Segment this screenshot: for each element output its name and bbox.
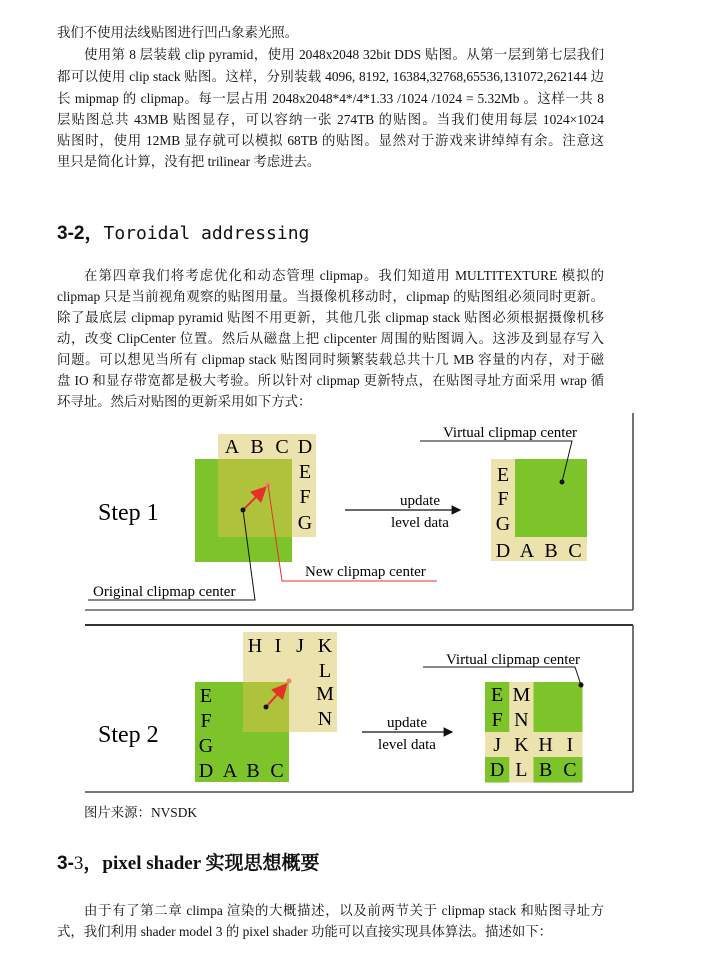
cell-label: B xyxy=(250,436,264,458)
result-grid xyxy=(485,682,583,783)
grid-cell xyxy=(534,707,559,733)
text-line: 使用第 8 层装载 clip pyramid，使用 2048x2048 32bit DDS 贴图。从第一层到第七层我们 xyxy=(84,47,604,62)
heading-title: pixel shader 实现思想概要 xyxy=(102,853,320,874)
text-line: 环寻址。然后对贴图的更新采用如下方式： xyxy=(57,394,312,409)
cell-label: D xyxy=(198,760,214,782)
cell-label: D xyxy=(495,540,511,562)
section-heading-3-3 xyxy=(57,848,320,875)
cell-label: K xyxy=(514,734,529,756)
heading-title: Toroidal addressing xyxy=(103,223,310,244)
virtual-center-label: Virtual clipmap center xyxy=(443,425,578,441)
cell-label: A xyxy=(519,540,535,562)
virtual-center-dot xyxy=(560,480,565,485)
cell-label: F xyxy=(299,486,311,508)
cell-label: J xyxy=(493,734,502,756)
text-line: 里只是简化计算，没有把 trilinear 考虑进去。 xyxy=(57,154,321,169)
heading-sep: ， xyxy=(84,223,104,244)
cell-label: B xyxy=(538,759,553,781)
cell-label: M xyxy=(316,683,334,705)
cell-label: M xyxy=(512,684,531,706)
heading-number: 3-2 xyxy=(57,223,85,244)
figure-caption: 图片来源：NVSDK xyxy=(84,805,198,820)
new-center-label: New clipmap center xyxy=(305,564,426,580)
level-data-label: level data xyxy=(378,737,436,753)
cell-label: C xyxy=(568,540,582,562)
cell-label: C xyxy=(275,436,289,458)
cell-label: L xyxy=(318,660,332,682)
cell-label: E xyxy=(496,464,510,486)
result-green-region xyxy=(515,459,587,537)
text-line: 由于有了第二章 climpa 渲染的大概描述，以及前两节关于 clipmap stack 和贴图寻址方 xyxy=(84,903,604,918)
cell-label: H xyxy=(538,734,553,756)
step-1-label: Step 1 xyxy=(98,500,159,526)
text-line: 长 mipmap 的 clipmap。每一层占用 2048x2048*4*/4*1.33 /1024 /1024 = 5.32Mb 。这样一共 8 xyxy=(57,91,604,106)
text-line: 式，我们利用 shader model 3 的 pixel shader 功能可以直接实现具体算法。描述如下： xyxy=(57,924,553,939)
text-line: 动，改变 ClipCenter 位置。然后从磁盘上把 clipcenter 周围的贴图调入。这涉及到显存写入 xyxy=(57,331,604,346)
cell-label: I xyxy=(566,734,574,756)
text-line: 层贴图总共 43MB 贴图显存，可以容纳一张 274TB 的贴图。当我们使用每层 1024×1024 xyxy=(57,112,604,127)
cell-label: F xyxy=(497,488,509,510)
cell-label: C xyxy=(270,760,284,782)
virtual-center-dot xyxy=(579,683,584,688)
cell-label: N xyxy=(514,709,529,731)
step-2-label: Step 2 xyxy=(98,722,159,748)
text-line: 在第四章我们将考虑优化和动态管理 clipmap。我们知道用 MULTITEXTURE 模拟的 xyxy=(84,268,604,283)
new-center-dot xyxy=(287,679,292,684)
cell-label: A xyxy=(224,436,240,458)
original-center-dot xyxy=(264,705,269,710)
cell-label: G xyxy=(198,735,214,757)
cell-label: D xyxy=(297,436,313,458)
update-label: update xyxy=(400,493,440,509)
cell-label: E xyxy=(199,685,213,707)
cell-label: F xyxy=(200,710,212,732)
grid-cell xyxy=(534,682,559,708)
cell-label: G xyxy=(495,513,511,535)
cell-label: K xyxy=(317,635,333,657)
cell-label: H xyxy=(247,635,263,657)
text-line: 我们不使用法线贴图进行凹凸象素光照。 xyxy=(57,25,299,40)
cell-label: D xyxy=(489,759,505,781)
cell-label: F xyxy=(491,709,503,731)
cell-label: E xyxy=(491,684,504,706)
text-line: 问题。可以想见当所有 clipmap stack 贴图同时频繁装载总共十几 MB 容量的内存，对于磁 xyxy=(57,352,604,367)
text-line: clipmap 只是当前视角观察的贴图用量。当摄像机移动时，clipmap 的贴图组必须同时更新。 xyxy=(57,289,604,304)
cell-label: I xyxy=(274,635,282,657)
cell-label: A xyxy=(222,760,238,782)
cell-label: G xyxy=(297,512,313,534)
cell-label: N xyxy=(317,708,333,730)
text-line: 盘 IO 和显存带宽都是极大考验。所以针对 clipmap 更新特点，在贴图寻址方面采用 wrap 循 xyxy=(57,373,604,388)
text-line: 贴图时，使用 12MB 显存就可以模拟 68TB 的贴图。显然对于游戏来讲绰绰有余。注意这 xyxy=(57,133,604,148)
cell-label: C xyxy=(563,759,577,781)
cell-label: E xyxy=(298,461,312,483)
heading-number-2: 3 xyxy=(73,853,84,874)
text-line: 除了最底层 clipmap pyramid 贴图不用更新，其他几张 clipmap stack 贴图必须根据摄像机移 xyxy=(57,310,604,325)
text-line: 都可以使用 clip stack 贴图。这样，分别装载 4096, 8192, 16384,32768,65536,131072,262144 边 xyxy=(57,69,604,84)
cell-label: B xyxy=(246,760,260,782)
cell-label: B xyxy=(544,540,558,562)
cell-label: J xyxy=(296,635,304,657)
grid-cell xyxy=(558,707,583,733)
virtual-center-label: Virtual clipmap center xyxy=(446,652,581,668)
heading-sep: ， xyxy=(83,853,103,874)
update-label: update xyxy=(387,715,427,731)
original-center-label: Original clipmap center xyxy=(93,584,236,600)
heading-number: 3- xyxy=(57,853,74,874)
cell-label: L xyxy=(515,759,528,781)
level-data-label: level data xyxy=(391,515,449,531)
